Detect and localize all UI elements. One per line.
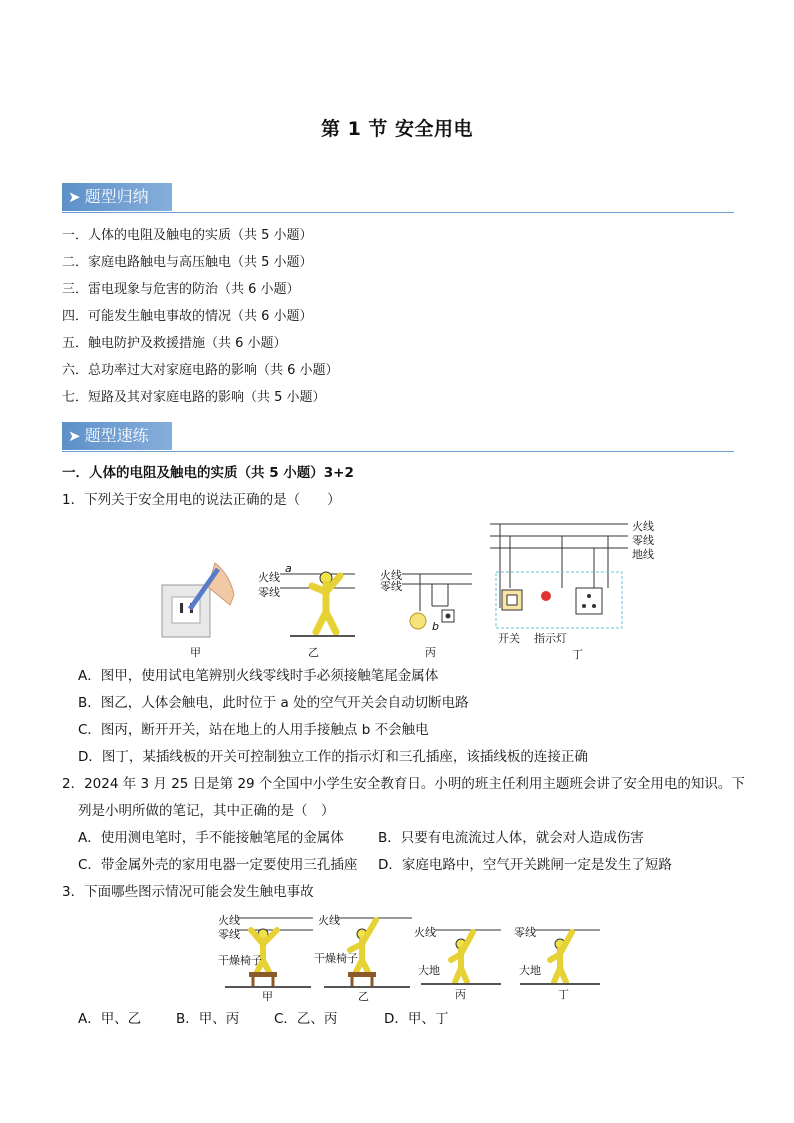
- question-3-option-a: A．甲、乙: [78, 1011, 142, 1027]
- label-zero-wire: 零线: [514, 926, 536, 939]
- section-header-practice: [62, 422, 734, 452]
- label-fire-wire: 火线: [318, 914, 340, 927]
- question-2-option-c: C．带金属外壳的家用电器一定要使用三孔插座: [78, 857, 358, 873]
- section-header-summary: [62, 183, 734, 213]
- topic-list: [62, 228, 339, 417]
- section-divider: [62, 451, 734, 452]
- figure-caption: 乙: [358, 990, 369, 1003]
- label-zero-wire: 零线: [218, 928, 240, 941]
- label-ground-wire: 地线: [632, 548, 654, 561]
- figure-caption: 丁: [558, 988, 569, 1001]
- label-indicator: 指示灯: [534, 632, 567, 645]
- figure-caption: 甲: [190, 646, 201, 659]
- figure-caption: 丙: [455, 988, 466, 1001]
- label-zero-wire: 零线: [632, 534, 654, 547]
- section-title: 题型归纳: [84, 187, 149, 206]
- figure-caption: 丁: [572, 648, 583, 661]
- label-earth: 大地: [519, 964, 541, 977]
- label-fire-wire: 火线: [380, 569, 402, 582]
- topic-item: 三．雷电现象与危害的防治（共 6 小题）: [62, 282, 300, 297]
- question-1-option-c: C．图丙，断开开关，站在地上的人用手接触点 b 不会触电: [78, 722, 429, 738]
- question-2-option-a: A．使用测电笔时，手不能接触笔尾的金属体: [78, 830, 344, 846]
- question-1-option-b: B．图乙，人体会触电，此时位于 a 处的空气开关会自动切断电路: [78, 695, 469, 711]
- label-fire-wire: 火线: [414, 926, 436, 939]
- label-fire-wire: 火线: [258, 571, 280, 584]
- question-1-stem: 1．下列关于安全用电的说法正确的是（ ）: [62, 492, 341, 508]
- figure-jia-test-pen: [160, 555, 240, 645]
- topic-item: 四．可能发生触电事故的情况（共 6 小题）: [62, 309, 313, 324]
- label-switch: 开关: [498, 632, 520, 645]
- section-title: 题型速练: [84, 426, 149, 445]
- topic-item: 二．家庭电路触电与高压触电（共 5 小题）: [62, 255, 313, 270]
- figure-caption: 丙: [425, 646, 436, 659]
- question-3-option-d: D．甲、丁: [384, 1011, 449, 1027]
- label-zero-wire: 零线: [258, 586, 280, 599]
- question-3-option-b: B．甲、丙: [176, 1011, 240, 1027]
- question-3-option-c: C．乙、丙: [274, 1011, 338, 1027]
- label-fire-wire: 火线: [632, 520, 654, 533]
- figure-ding-power-strip: [490, 518, 630, 630]
- arrow-icon: ➤: [68, 188, 81, 206]
- topic-item: 七．短路及其对家庭电路的影响（共 5 小题）: [62, 390, 326, 405]
- label-zero-wire: 零线: [380, 580, 402, 593]
- question-2-option-b: B．只要有电流流过人体，就会对人造成伤害: [378, 830, 644, 846]
- question-2-option-d: D．家庭电路中，空气开关跳闸一定是发生了短路: [378, 857, 672, 873]
- question-2-stem: 2．2024 年 3 月 25 日是第 29 个全国中小学生安全教育日。小明的班主任利用主题班会讲了安全用电的知识。下: [62, 776, 745, 792]
- label-chair: 干燥椅子: [218, 954, 262, 967]
- question-3-stem: 3．下面哪些图示情况可能会发生触电事故: [62, 884, 314, 900]
- question-1-option-d: D．图丁，某插线板的开关可控制独立工作的指示灯和三孔插座，该插线板的连接正确: [78, 749, 588, 765]
- arrow-icon: ➤: [68, 427, 81, 445]
- label-b: b: [432, 620, 439, 633]
- label-fire-wire: 火线: [218, 914, 240, 927]
- question-1-option-a: A．图甲，使用试电笔辨别火线零线时手必须接触笔尾金属体: [78, 668, 439, 684]
- topic-item: 一．人体的电阻及触电的实质（共 5 小题）: [62, 228, 313, 243]
- label-earth: 大地: [418, 964, 440, 977]
- topic-item: 五．触电防护及救援措施（共 6 小题）: [62, 336, 287, 351]
- section-divider: [62, 212, 734, 213]
- page-title: 第 1 节 安全用电: [320, 118, 474, 140]
- label-a: a: [285, 562, 292, 575]
- figure-caption: 乙: [308, 646, 319, 659]
- topic-item: 六．总功率过大对家庭电路的影响（共 6 小题）: [62, 363, 339, 378]
- figure-caption: 甲: [262, 990, 273, 1003]
- part-heading: 一．人体的电阻及触电的实质（共 5 小题）3+2: [62, 465, 354, 481]
- question-2-stem-cont: 列是小明所做的笔记，其中正确的是（ ）: [78, 803, 335, 819]
- label-chair: 干燥椅子: [314, 952, 358, 965]
